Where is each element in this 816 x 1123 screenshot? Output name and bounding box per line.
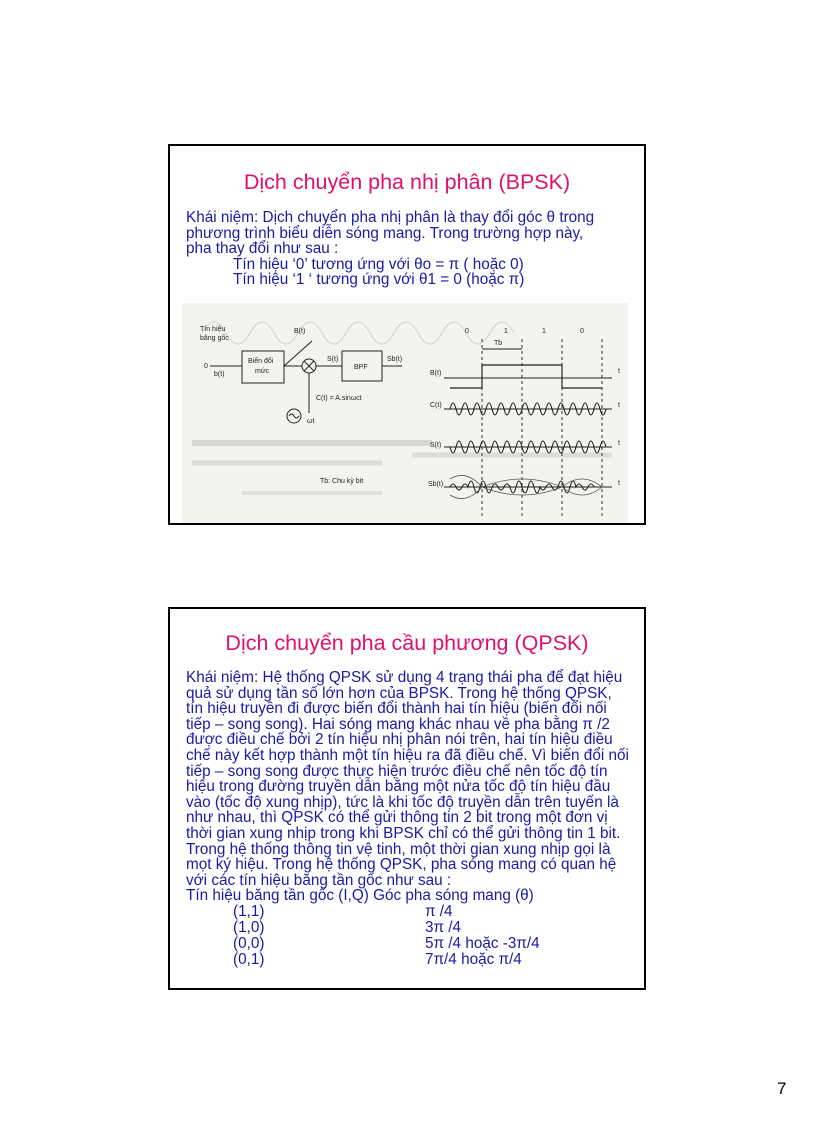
B-t-label: B(t) xyxy=(294,328,306,335)
phase-value: π /4 xyxy=(425,902,453,920)
body-line: tín hiệu truyền đi được biến đổi thành hai tín hiệu (biến đổi nối xyxy=(186,700,607,718)
body-line: hiệu trong đường truyền dẫn bằng một nửa tốc độ tín hiệu đầu xyxy=(186,778,611,796)
bit-label: 1 xyxy=(542,328,546,335)
bpsk-slide xyxy=(168,144,646,525)
signal-0-mapping: Tín hiệu ‘0’ tương ứng với θo = π ( hoặc 0) xyxy=(233,255,524,273)
body-line: vào (tốc độ xung nhịp), tức là khi tốc độ truyền dẫn trên tuyến là xyxy=(186,793,619,811)
zero-label: 0 xyxy=(204,363,208,370)
converter-label: mức xyxy=(255,368,270,375)
qpsk-slide xyxy=(168,607,646,990)
phase-value: 3π /4 xyxy=(425,918,462,936)
body-line: được điều chế bởi 2 tín hiệu nhị phân nói trên, hai tín hiệu điều xyxy=(186,731,613,749)
slide-title: Dịch chuyển pha nhị phân (BPSK) xyxy=(243,170,571,194)
level-converter-block xyxy=(242,351,284,383)
iq-value: (0,0) xyxy=(233,934,265,952)
body-line: Khái niệm: Dịch chuyển pha nhị phân là thay đổi góc θ trong xyxy=(186,209,595,226)
bit-label: 0 xyxy=(465,328,469,335)
iq-value: (0,1) xyxy=(233,950,265,968)
t-axis-label: t xyxy=(618,368,620,375)
table-row xyxy=(186,936,634,952)
wave-label: B(t) xyxy=(430,370,442,377)
bpf-label: BPF xyxy=(354,364,368,371)
table-row xyxy=(186,904,634,920)
S-t-label: S(t) xyxy=(327,356,339,363)
body-line: mọt ký hiệu. Trong hệ thống QPSK, pha sóng mang có quan hệ xyxy=(186,856,617,874)
input-label: băng gốc xyxy=(200,335,229,342)
bit-label: 0 xyxy=(580,328,584,335)
phase-value: 7π/4 hoặc π/4 xyxy=(425,950,522,968)
body-line: tiếp – song song được thực hiện trước điều chế nên tốc độ tín xyxy=(186,762,608,780)
omega-label: ωt xyxy=(307,418,315,425)
phase-value: 5π /4 hoặc -3π/4 xyxy=(425,934,540,952)
wave-label: C(t) xyxy=(430,402,442,409)
page-number: 7 xyxy=(777,1079,787,1098)
bit-label: 1 xyxy=(504,328,508,335)
slide-title: Dịch chuyển pha cầu phương (QPSK) xyxy=(225,631,589,655)
body-line: phương trình biểu diễn sóng mang. Trong trường hợp này, xyxy=(186,224,584,242)
iq-value: (1,0) xyxy=(233,918,265,936)
tb-label: Tb xyxy=(494,340,503,347)
body-line: với các tín hiệu băng tần gốc như sau : xyxy=(186,871,452,889)
table-row xyxy=(186,920,634,936)
table-row xyxy=(186,952,634,968)
input-label: Tín hiệu xyxy=(200,326,226,333)
bpsk-diagram xyxy=(182,303,628,523)
b-t-label: b(t) xyxy=(214,371,225,378)
body-line: chế này kết hợp thành một tín hiệu ra đã điều chế. Vì biến đổi nối xyxy=(186,746,629,764)
tb-note: Tb: Chu kỳ bit xyxy=(320,478,364,485)
slide-body xyxy=(186,670,634,968)
wave-label: S(t) xyxy=(430,442,442,449)
body-line: thời gian xung nhịp trong khi BPSK chỉ có thể gửi thông tin 1 bit. xyxy=(186,824,621,842)
converter-label: Biến đổi xyxy=(248,358,274,365)
carrier-label: C(t) = A.sinωct xyxy=(316,395,362,402)
body-line: tiếp – song song). Hai sóng mang khác nhau về pha bằng π /2 xyxy=(186,715,610,733)
Sb-t-label: Sb(t) xyxy=(387,356,403,363)
t-axis-label: t xyxy=(618,480,620,487)
t-axis-label: t xyxy=(618,440,620,447)
t-axis-label: t xyxy=(618,402,620,409)
body-line: pha thay đổi như sau : xyxy=(186,240,339,258)
slide-body xyxy=(186,210,634,288)
signal-1-mapping: Tín hiệu ‘1 ‘ tương ứng với θ1 = 0 (hoặc π) xyxy=(233,271,525,289)
body-line: Khái niệm: Hệ thống QPSK sử dụng 4 trạng thái pha để đạt hiệu xyxy=(186,669,623,686)
body-line: quả sử dụng tần số lớn hơn của BPSK. Trong hệ thống QPSK, xyxy=(186,684,612,702)
phase-table xyxy=(186,904,634,968)
body-line: như nhau, thì QPSK có thể gửi thông tin 2 bit trong một đơn vị xyxy=(186,809,608,827)
iq-value: (1,1) xyxy=(233,902,265,920)
table-header: Tín hiệu băng tần gốc (I,Q) Góc pha sóng mang (θ) xyxy=(186,887,534,905)
body-line: Trong hệ thống thông tin vệ tinh, một thời gian xung nhịp gọi là xyxy=(186,840,611,858)
wave-label: Sb(t) xyxy=(428,481,444,488)
